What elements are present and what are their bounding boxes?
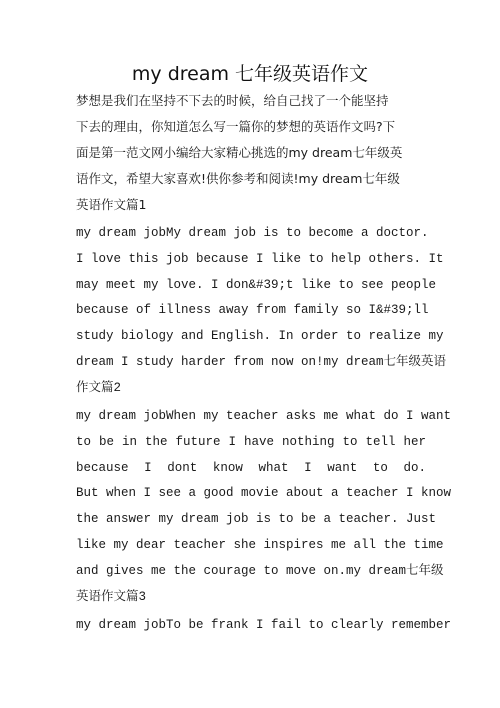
essay-line: But when I see a good movie about a teacher I know [76,486,452,501]
essay-line: because of illness away from family so I&#39;ll [76,303,429,318]
essay-1-paragraph [76,221,447,402]
essay-2-paragraph [76,404,452,610]
essay-line: 作文篇2 [76,380,122,395]
essay-line: like my dear teacher she inspires me all the time [76,537,444,552]
intro-line: 下去的理由，你知道怎么写一篇你的梦想的英语作文吗?下 [76,119,396,134]
essay-3-paragraph [76,613,452,639]
essay-line: I love this job because I like to help others. It [76,251,444,266]
essay-line: to be in the future I have nothing to tell her [76,434,426,449]
essay-line: dream I study harder from now on!my dream七年级英语 [76,354,447,369]
page-title: my dream 七年级英语作文 [131,63,369,85]
intro-paragraph [76,88,428,218]
essay-line: study biology and English. In order to realize my [76,329,444,344]
intro-line: 英语作文篇1 [76,197,147,212]
intro-line: 梦想是我们在坚持不下去的时候，给自己找了一个能坚持 [76,93,389,108]
intro-line: 面是第一范文网小编给大家精心挑选的my dream七年级英 [76,145,403,160]
essay-line: my dream jobTo be frank I fail to clearly remember [76,618,452,632]
essay-line: may meet my love. I don&#39;t like to see people [76,277,437,292]
essay-line: my dream jobMy dream job is to become a doctor. [76,226,429,240]
essay-line: and gives me the courage to move on.my dream七年级 [76,563,444,578]
essay-line: the answer my dream job is to be a teacher. Just [76,512,437,527]
essay-line: 英语作文篇3 [76,589,147,604]
intro-line: 语作文，希望大家喜欢!供你参考和阅读!my dream七年级 [76,171,400,186]
essay-line: my dream jobWhen my teacher asks me what do I want [76,409,452,423]
essay-line: because I dont know what I want to do. [76,460,426,475]
